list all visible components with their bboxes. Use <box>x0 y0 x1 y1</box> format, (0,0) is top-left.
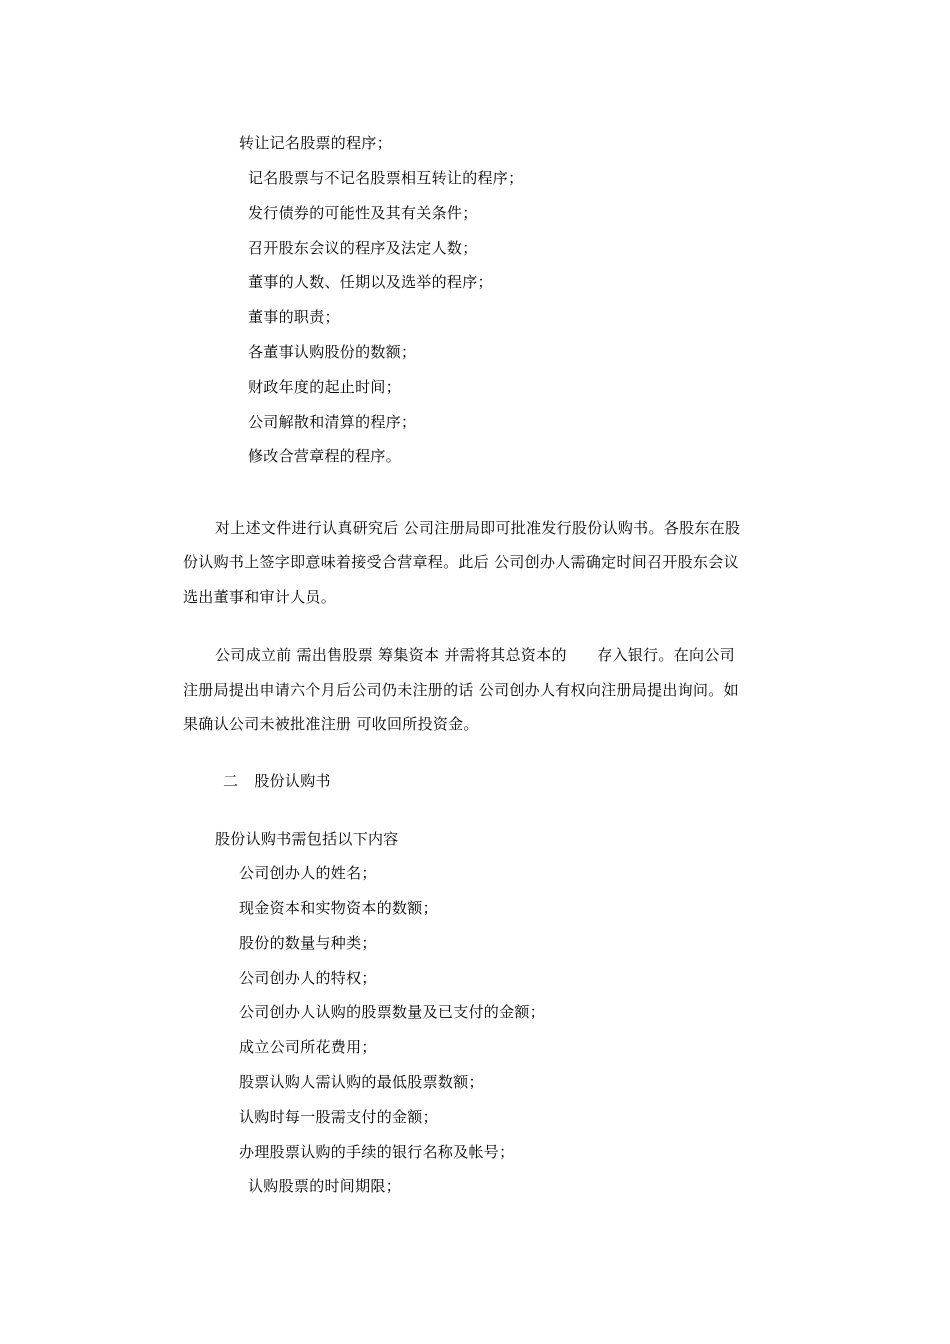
paragraph-line: 果确认公司未被批准注册 可收回所投资金。 <box>183 715 479 733</box>
list-item: 认购时每一股需支付的金额； <box>239 1108 438 1126</box>
list-item: 现金资本和实物资本的数额； <box>239 899 438 917</box>
list-item: 股份的数量与种类； <box>239 934 377 952</box>
paragraph-line: 注册局提出申请六个月后公司仍未注册的话 公司创办人有权向注册局提出询问。如 <box>183 681 739 699</box>
section-title: 股份认购书 <box>254 772 331 790</box>
section-heading <box>223 771 331 791</box>
list-item: 记名股票与不记名股票相互转让的程序； <box>248 169 524 187</box>
paragraph-line: 公司成立前 需出售股票 筹集资本 并需将其总资本的 存入银行。在向公司 <box>215 646 735 664</box>
paragraph-line: 选出董事和审计人员。 <box>183 588 337 606</box>
list-item: 公司创办人的特权； <box>239 969 377 987</box>
list-item: 转让记名股票的程序； <box>239 134 393 152</box>
list-item: 董事的职责； <box>248 308 340 326</box>
list-item: 办理股票认购的手续的银行名称及帐号； <box>239 1143 515 1161</box>
paragraph-line: 对上述文件进行认真研究后 公司注册局即可批准发行股份认购书。各股东在股 <box>215 519 741 537</box>
list-item: 董事的人数、任期以及选举的程序； <box>248 273 493 291</box>
list-item: 认购股票的时间期限； <box>248 1177 402 1195</box>
list-item: 公司创办人的姓名； <box>239 864 377 882</box>
list-item: 财政年度的起止时间； <box>248 378 402 396</box>
section-number: 二 <box>223 772 239 790</box>
list-item: 公司解散和清算的程序； <box>248 413 417 431</box>
list-item: 召开股东会议的程序及法定人数； <box>248 239 478 257</box>
list-item: 发行债券的可能性及其有关条件； <box>248 204 478 222</box>
list-item: 修改合营章程的程序。 <box>248 447 402 465</box>
list-item: 股票认购人需认购的最低股票数额； <box>239 1073 484 1091</box>
intro-line: 股份认购书需包括以下内容 <box>215 830 399 848</box>
list-item: 公司创办人认购的股票数量及已支付的金额； <box>239 1003 546 1021</box>
paragraph-line: 份认购书上签字即意味着接受合营章程。此后 公司创办人需确定时间召开股东会议 <box>183 553 739 571</box>
list-item: 成立公司所花费用； <box>239 1038 377 1056</box>
list-item: 各董事认购股份的数额； <box>248 343 417 361</box>
